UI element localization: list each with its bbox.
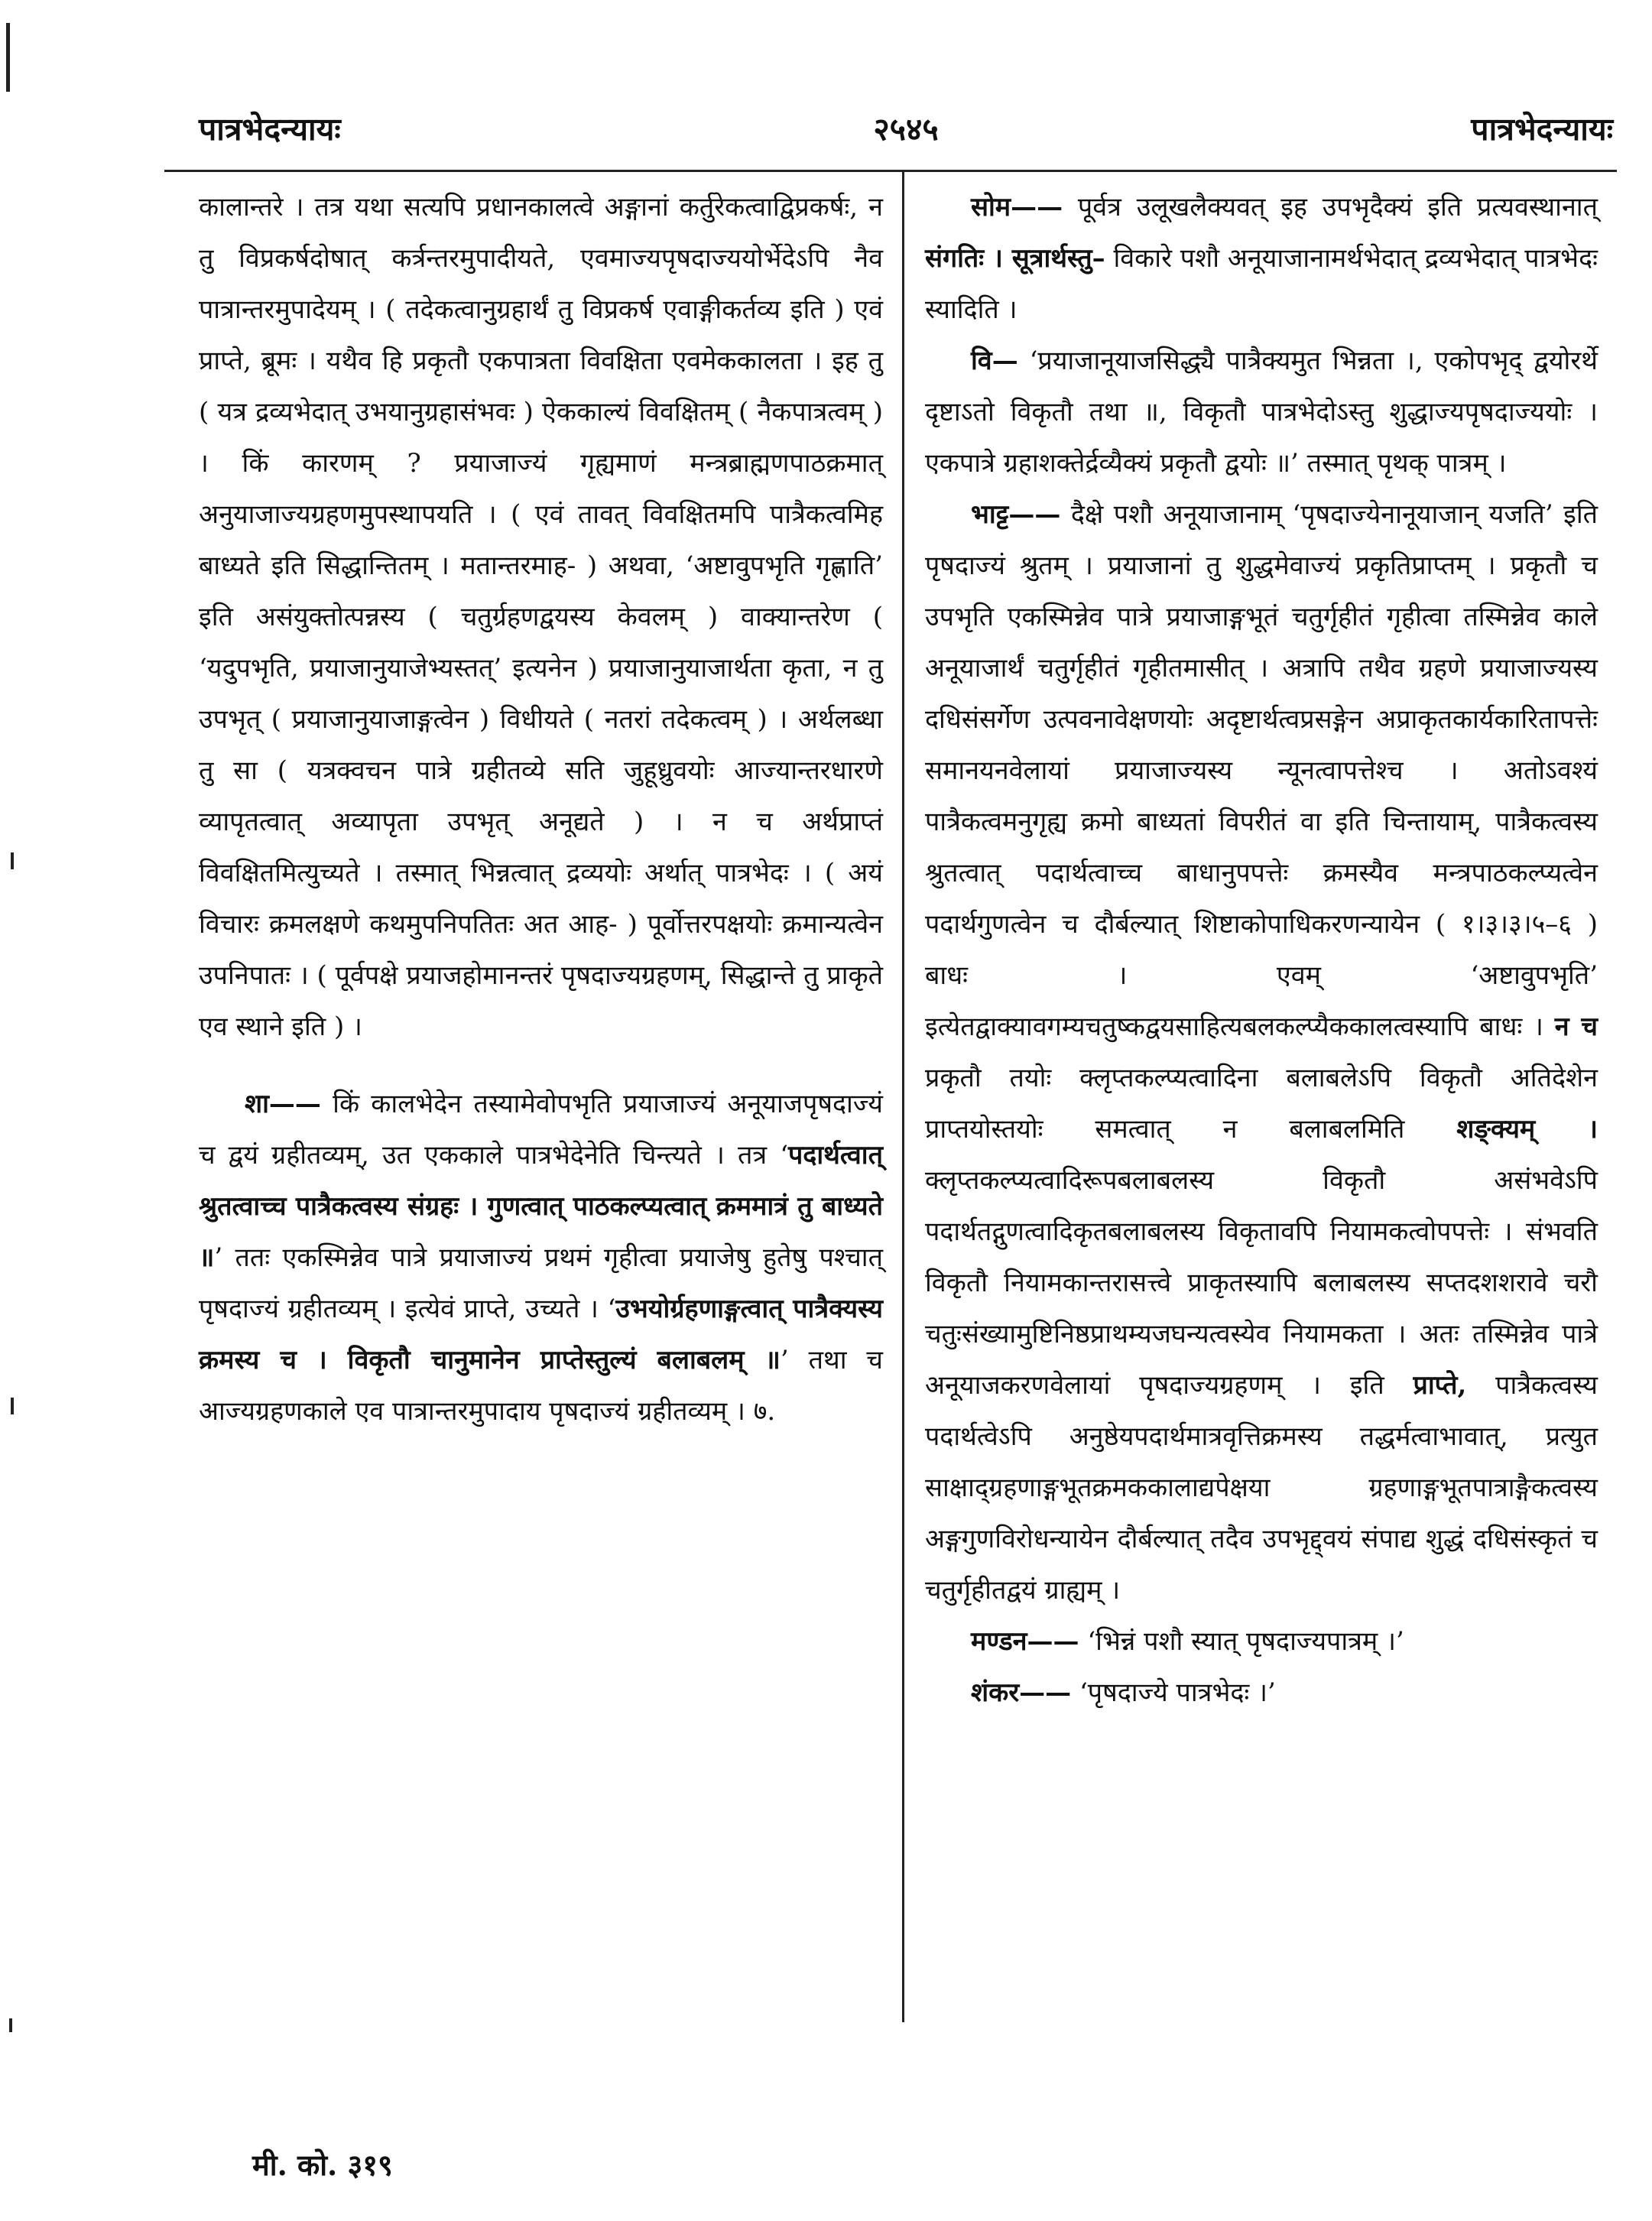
paragraph-text: ‘पृषदाज्ये पात्रभेदः ।’ bbox=[1079, 1677, 1276, 1708]
paragraph-text: प्रकृतौ तयोः क्लृप्तकल्प्यत्वादिना बलाबलेऽपि विकृतौ अतिदेशेन प्राप्तयोस्तयोः समत्वात् न बलाबलमिति bbox=[925, 1063, 1598, 1145]
margin-mark bbox=[11, 852, 14, 869]
paragraph-text: किं कालभेदेन तस्यामेवोपभृति प्रयाजाज्यं अनूयाजपृषदाज्यं च द्वयं ग्रहीतव्यम्, उत एककाले पात्रभेदेनेति चिन्त्यते । तत्र ‘ bbox=[199, 1089, 884, 1171]
speaker-label: वि— bbox=[971, 346, 1018, 376]
speaker-label: मण्डन—— bbox=[971, 1626, 1079, 1657]
paragraph-text: ’ तथा च आज्यग्रहणकाले एव पात्रान्तरमुपादाय पृषदाज्यं ग्रहीतव्यम् । ७. bbox=[199, 1345, 883, 1427]
paragraph-text: ’ ततः एकस्मिन्नेव पात्रे प्रयाजाज्यं प्रथमं गृहीत्वा प्रयाजेषु हुतेषु पश्चात् पृषदाज्यं ग्रहीतव्यम् । इत्येवं प्राप्ते, उच्यते । ‘ bbox=[199, 1242, 883, 1324]
paragraph-text: विकारे पशौ अनूयाजानामर्थभेदात् द्रव्यभेदात् पात्रभेदः स्यादिति । bbox=[925, 243, 1598, 325]
paragraph-text: ‘भिन्नं पशौ स्यात् पृषदाज्यपात्रम् ।’ bbox=[1087, 1626, 1404, 1657]
right-paragraph-mandana bbox=[925, 1616, 1598, 1667]
running-title-right: पात्रभेदन्यायः bbox=[1471, 111, 1613, 148]
paragraph-text: पूर्वत्र उलूखलैक्यवत् इह उपभृदैक्यं इति प्रत्यवस्थानात् bbox=[1077, 192, 1598, 222]
emphasis-text: शङ्क्यम् । bbox=[1456, 1114, 1598, 1145]
running-title-left: पात्रभेदन्यायः bbox=[199, 111, 341, 148]
page-signature: मी. को. ३१९ bbox=[252, 2148, 393, 2182]
emphasis-text: प्राप्ते, bbox=[1413, 1370, 1467, 1401]
margin-mark bbox=[11, 1398, 14, 1414]
right-paragraph-shankara bbox=[925, 1667, 1598, 1719]
left-column bbox=[199, 182, 883, 1437]
left-paragraph-1: कालान्तरे । तत्र यथा सत्यपि प्रधानकालत्वे अङ्गानां कर्तुरेकत्वाद्विप्रकर्षः, न तु विप्रकर्षदोषात् कर्त्रन्तरमुपादीयते, एवमाज्यपृषदाज्ययोर्भेदेऽपि नैव पात्रान्तरमुपादेयम् । ( तदेकत्वानुग्रहार्थं तु विप्रकर्ष एवाङ्गीकर्तव्य इति ) एवं प्राप्ते, ब्रूमः । यथैव हि प्रकृतौ एकपात्रता विवक्षिता एवमेककालता । इह तु ( यत्र द्रव्यभेदात् उभयानुग्रहासंभवः ) ऐककाल्यं विवक्षितम् ( नैकपात्रत्वम् ) । किं कारणम् ? प्रयाजाज्यं गृह्यमाणं मन्त्रब्राह्मणपाठक्रमात् अनुयाजाज्यग्रहणमुपस्थापयति । ( एवं तावत् विवक्षितमपि पात्रैकत्वमिह बाध्यते इति सिद्धान्तितम् । मतान्तरमाह- ) अथवा, ‘अष्टावुपभृति गृह्णाति’ इति असंयुक्तोत्पन्नस्य ( चतुर्ग्रहणद्वयस्य केवलम् ) वाक्यान्तरेण ( ‘यदुपभृति, प्रयाजानुयाजेभ्यस्तत्’ इत्यनेन ) प्रयाजानुयाजार्थता कृता, न तु उपभृत् ( प्रयाजानुयाजाङ्गत्वेन ) विधीयते ( नतरां तदेकत्वम् ) । अर्थलब्धा तु सा ( यत्रक्वचन पात्रे ग्रहीतव्ये सति जुहूध्रुवयोः आज्यान्तरधारणे व्यापृतत्वात् अव्यापृता उपभृत् अनूद्यते ) । न च अर्थप्राप्तं विवक्षितमित्युच्यते । तस्मात् भिन्नत्वात् द्रव्ययोः अर्थात् पात्रभेदः । ( अयं विचारः क्रमलक्षणे कथमुपनिपतितः अत आह- ) पूर्वोत्तरपक्षयोः क्रमान्यत्वेन उपनिपातः । ( पूर्वपक्षे प्रयाजहोमानन्तरं पृषदाज्यग्रहणम्, सिद्धान्ते तु प्राकृते एव स्थाने इति ) । bbox=[199, 192, 883, 1042]
page-header bbox=[199, 107, 1613, 153]
paragraph-text: क्लृप्तकल्प्यत्वादिरूपबलाबलस्य विकृतौ असंभवेऽपि पदार्थतद्गुणत्वादिकृतबलाबलस्य विकृतावपि नियामकत्वोपपत्तेः । संभवति विकृतौ नियामकान्तरासत्त्वे प्राकृतस्यापि बलाबलस्य सप्तदशशरावे चरौ चतुःसंख्यामुष्टिनिष्ठप्राथम्यजघन्यत्वस्येव नियामकता । अतः तस्मिन्नेव पात्रे अनूयाजकरणवेलायां पृषदाज्यग्रहणम् । इति bbox=[925, 1165, 1598, 1401]
right-paragraph-soma bbox=[925, 182, 1598, 336]
emphasis-text: संगतिः । सूत्रार्थस्तु– bbox=[925, 243, 1105, 274]
left-paragraph-2 bbox=[199, 1079, 883, 1437]
column-divider bbox=[902, 172, 904, 2022]
paragraph-text: पात्रैकत्वस्य पदार्थत्वेऽपि अनुष्ठेयपदार्थमात्रवृत्तिक्रमस्य तद्धर्मत्वाभावात्, प्रत्युत साक्षाद्ग्रहणाङ्गभूतक्रमककालाद्यपेक्षया ग्रहणाङ्गभूतपात्राङ्गैकत्वस्य अङ्गगुणविरोधन्यायेन दौर्बल्यात् तदैव उपभृद्द्वयं संपाद्य शुद्धं दधिसंस्कृतं च चतुर्गृहीतद्वयं ग्राह्यम् । bbox=[925, 1370, 1598, 1606]
right-column bbox=[925, 182, 1598, 1719]
margin-mark bbox=[6, 23, 10, 92]
margin-mark bbox=[9, 2018, 12, 2032]
verse-quote: पदार्थत्वात् श्रुतत्वाच्च पात्रैकत्वस्य संग्रहः । गुणत्वात् पाठकल्प्यत्वात् क्रममात्रं तु बाध्यते ॥ bbox=[199, 1140, 883, 1273]
header-rule bbox=[164, 170, 1617, 172]
right-paragraph-vi bbox=[925, 336, 1598, 489]
speaker-label: सोम—— bbox=[971, 192, 1063, 222]
speaker-label: शा—— bbox=[245, 1089, 321, 1119]
paragraph-text: दैक्षे पशौ अनूयाजानाम् ‘पृषदाज्येनानूयाजान् यजति’ इति पृषदाज्यं श्रुतम् । प्रयाजानां तु शुद्धमेवाज्यं प्रकृतिप्राप्तम् । प्रकृतौ च उपभृति एकस्मिन्नेव पात्रे प्रयाजाङ्गभूतं चतुर्गृहीतं गृहीत्वा तस्मिन्नेव काले अनूयाजार्थं चतुर्गृहीतं गृहीतमासीत् । अत्रापि तथैव ग्रहणे प्रयाजाज्यस्य दधिसंसर्गेण उत्पवनावेक्षणयोः अदृष्टार्थत्वप्रसङ्गेन अप्राकृतकार्यकारितापत्तेः समानयनवेलायां प्रयाजाज्यस्य न्यूनत्वापत्तेश्च । अतोऽवश्यं पात्रैकत्वमनुगृह्य क्रमो बाध्यतां विपरीतं वा इति चिन्तायाम्, पात्रैकत्वस्य श्रुतत्वात् पदार्थत्वाच्च बाधानुपपत्तेः क्रमस्यैव मन्त्रपाठकल्प्यत्वेन पदार्थगुणत्वेन च दौर्बल्यात् शिष्टाकोपाधिकरणन्यायेन ( १।३।३।५–६ ) बाधः । एवम् ‘अष्टावुपभृति’ इत्येतद्वाक्यावगम्यचतुष्कद्वयसाहित्यबलकल्प्यैककालत्वस्यापि बाधः । bbox=[925, 499, 1598, 1042]
speaker-label: शंकर—— bbox=[971, 1677, 1072, 1708]
paragraph-text: ‘प्रयाजानूयाजसिद्ध्यै पात्रैक्यमुत भिन्नता ।, एकोपभृद् द्वयोरर्थे दृष्टाऽतो विकृतौ तथा ॥, विकृतौ पात्रभेदोऽस्तु शुद्धाज्यपृषदाज्ययोः । एकपात्रे ग्रहाशक्तेर्द्रव्यैक्यं प्रकृतौ द्वयोः ॥’ तस्मात् पृथक् पात्रम् । bbox=[925, 346, 1598, 479]
emphasis-text: न च bbox=[1554, 1011, 1598, 1042]
verse-quote: उभयोर्ग्रहणाङ्गत्वात् पात्रैक्यस्य क्रमस्य च । विकृतौ चानुमानेन प्राप्तेस्तुल्यं बलाबलम् ॥ bbox=[199, 1294, 883, 1375]
right-paragraph-bhatta bbox=[925, 489, 1598, 1616]
page-number: २५४५ bbox=[873, 111, 939, 148]
speaker-label: भाट्ट—— bbox=[971, 499, 1061, 530]
